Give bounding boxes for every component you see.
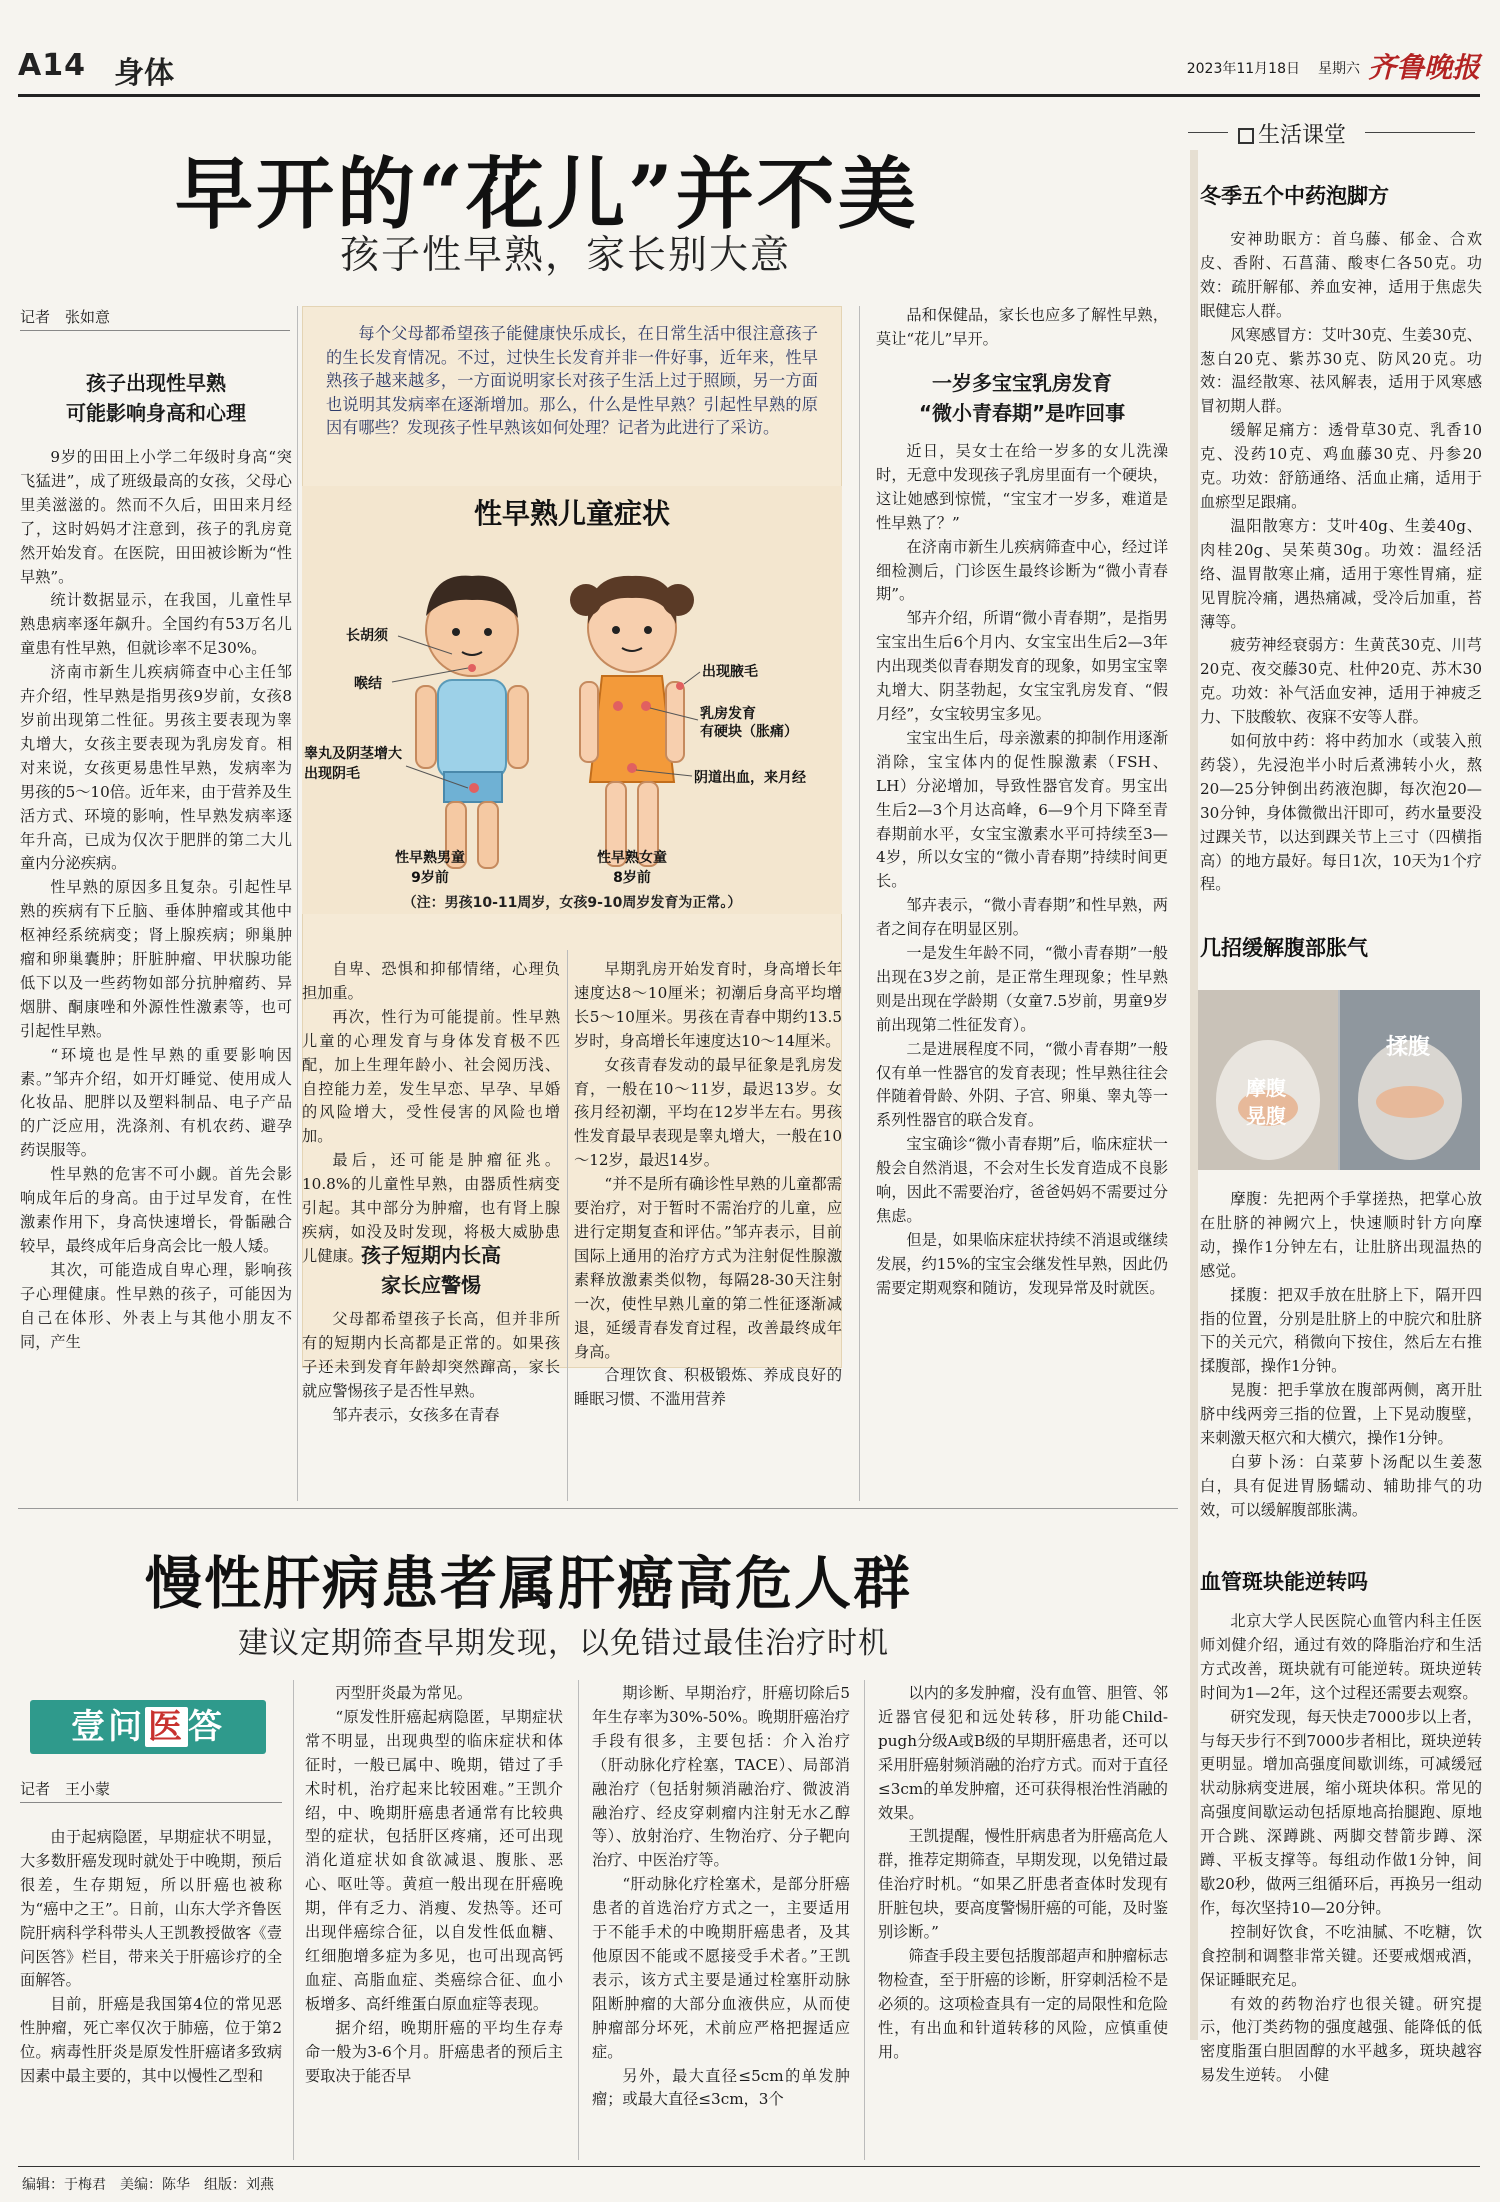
paragraph: “原发性肝癌起病隐匿，早期症状常不明显，出现典型的临床症状和体征时，一般已属中、晚期，错过了手术时机，治疗起来比较困难。”王凯介绍，中、晚期肝癌患者通常有比较典型的症状，包括肝区疼痛，还可出现消化道症状如食欲减退、腹胀、恶心、呕吐等。黄疸一般出现在肝癌晚期，伴有乏力、消瘦、发热等。还可出现伴癌综合征，以自发性低血糖、红细胞增多症为多见，也可出现高钙血症、高脂血症、类癌综合征、血小板增多、高纤维蛋白原血症等表现。 xyxy=(305,1707,563,2013)
story-divider xyxy=(18,1508,1178,1509)
boy-caption-2: 9岁前 xyxy=(411,870,449,886)
photo-label-shake: 晃腹 xyxy=(1246,1104,1286,1128)
column-logo-part: 壹问 xyxy=(71,1707,145,1747)
paragraph: 控制好饮食，不吃油腻、不吃糖，饮食控制和调整非常关键。还要戒烟戒酒，保证睡眠充足。 xyxy=(1200,1922,1482,1989)
paragraph: 最后，还可能是肿瘤征兆。10.8%的儿童性早熟，由器质性病变引起。其中部分为肿瘤，也有肾上腺疾病，如没及时发现，将极大威胁患儿健康。 xyxy=(302,1151,560,1265)
paragraph: 女孩青春发动的最早征象是乳房发育，一般在10～11岁，最迟13岁。女孩月经初潮，平均在12岁半左右。男孩性发育最早表现是睾丸增大，一般在10～12岁，最迟14岁。 xyxy=(574,1055,842,1170)
label-lump: 有硬块（胀痛） xyxy=(700,724,798,740)
heading-line: 一岁多宝宝乳房发育 xyxy=(932,371,1112,395)
illustration-figure xyxy=(302,520,842,910)
section-name: 身体 xyxy=(114,56,174,91)
byline-rule xyxy=(20,1802,282,1803)
story2-subheadline: 建议定期筛查早期发现，以免错过最佳治疗时机 xyxy=(238,1626,889,1661)
paragraph: 统计数据显示，在我国，儿童性早熟患病率逐年飙升。全国约有53万名儿童患有性早熟，但就诊率不足30%。 xyxy=(20,591,292,658)
story1-column3 xyxy=(574,958,842,1488)
paragraph: 另外，最大直径≤5cm的单发肿瘤；或最大直径≤3cm，3个 xyxy=(592,2066,850,2109)
paragraph: 一是发生年龄不同，“微小青春期”一般出现在3岁之前，是正常生理现象；性早熟则是出现在学龄期（女童7.5岁前，男童9岁前出现第二性征发育）。 xyxy=(876,944,1169,1034)
column-logo-part: 医 xyxy=(145,1707,188,1747)
column-divider xyxy=(578,1680,579,2160)
paragraph: 邹卉表示，女孩多在青春 xyxy=(332,1405,500,1424)
paragraph: 二是进展程度不同，“微小青春期”一般仅有单一性器官的发育表现；性早熟往往会伴随着骨龄、外阴、子宫、卵巢、睾丸等一系列性器官的联合发育。 xyxy=(876,1039,1168,1130)
paragraph: 据介绍，晚期肝癌的平均生存寿命一般为3-6个月。肝癌患者的预后主要取决于能否早 xyxy=(305,2018,563,2085)
sidebar-section2-heading: 几招缓解腹部胀气 xyxy=(1200,935,1368,960)
paragraph: 筛查手段主要包括腹部超声和肿瘤标志物检查，至于肝癌的诊断，肝穿刺活检不是必须的。这项检查具有一定的局限性和危险性，有出血和针道转移的风险，应慎重使用。 xyxy=(878,1946,1168,2061)
publication-date: 2023年11月18日 xyxy=(1186,61,1300,77)
sidebar-section3-heading: 血管斑块能逆转吗 xyxy=(1200,1569,1368,1594)
story2-byline: 记者 王小蒙 xyxy=(20,1780,111,1798)
column-logo xyxy=(30,1700,266,1754)
label-pubic-hair: 出现阴毛 xyxy=(304,766,360,782)
paragraph: 9岁的田田上小学二年级时身高“突飞猛进”，成了班级最高的女孩，父母心里美滋滋的。然而不久后，田田来月经了，这时妈妈才注意到，孩子的乳房竟然开始发育。在医院，田田被诊断为“性早熟”。 xyxy=(20,448,292,586)
story1-column2b xyxy=(302,1308,560,1488)
paragraph: 摩腹：先把两个手掌搓热，把掌心放在肚脐的神阙穴上，快速顺时针方向摩动，操作1分钟左右，让肚脐出现温热的感觉。 xyxy=(1200,1190,1482,1280)
column-logo-part: 答 xyxy=(188,1707,225,1747)
paragraph: 风寒感冒方：艾叶30克、生姜30克、葱白20克、紫苏30克、防风20克。功效：温经散寒、祛风解表，适用于风寒感冒初期人群。 xyxy=(1200,325,1482,416)
paragraph: 自卑、恐惧和抑郁情绪，心理负担加重。 xyxy=(302,960,560,1002)
byline-rule xyxy=(20,330,290,331)
story1-section2-heading xyxy=(302,1240,560,1300)
story1-section1-heading xyxy=(20,368,292,428)
paragraph: 研究发现，每天快走7000步以上者，与每天步行不到7000步者相比，斑块逆转更明显。增加高强度间歇训练，可减缓冠状动脉病变进展，缩小斑块体积。常见的高强度间歇运动包括原地高抬腿跑、原地开合跳、深蹲跳、两脚交替箭步蹲、深蹲、平板支撑等。每组动作做1分钟，间歇20秒，做两三组循环后，再换另一组动作，每次坚持10—20分钟。 xyxy=(1200,1707,1482,1917)
paragraph: 宝宝出生后，母亲激素的抑制作用逐渐消除，宝宝体内的促性腺激素（FSH、LH）分泌增加，导致性器官发育。男宝出生后2—3个月达高峰，6—9个月下降至青春期前水平，女宝宝激素水平可持续至3—4岁，所以女宝的“微小青春期”持续时间更长。 xyxy=(876,728,1168,891)
paragraph: 由于起病隐匿，早期症状不明显，大多数肝癌发现时就处于中晚期，预后很差，生存期短，所以肝癌也被称为“癌中之王”。日前，山东大学齐鲁医院肝病科学科带头人王凯教授做客《壹问医答》栏目，带来关于肝癌诊疗的全面解答。 xyxy=(20,1828,282,1990)
paragraph: 济南市新生儿疾病筛查中心主任邹卉介绍，性早熟是指男孩9岁前，女孩8岁前出现第二性征。男孩主要表现为睾丸增大，女孩主要表现为乳房发育。相对来说，女孩更易患性早熟，发病率为男孩的5～10倍。近年来，由于营养及生活方式、环境的影响，性早熟发病率逐年升高，已成为仅次于肥胖的第二大儿童内分泌疾病。 xyxy=(20,663,292,873)
story1-byline: 记者 张如意 xyxy=(20,308,111,326)
paragraph: 如何放中药：将中药加水（或装入煎药袋），先浸泡半小时后煮沸转小火，熬20—25分钟倒出药液泡脚，每次泡20—30分钟，身体微微出汗即可，药水量要没过踝关节，以达到踝关节上三寸（四横指高）的地方最好。每日1次，10天为1个疗程。 xyxy=(1200,732,1482,894)
story1-subheadline: 孩子性早熟，家长别大意 xyxy=(340,233,792,278)
story2-column2 xyxy=(305,1682,563,2156)
sidebar-rule xyxy=(1365,132,1475,133)
heading-line: “微小青春期”是咋回事 xyxy=(918,401,1126,425)
paragraph: 以内的多发肿瘤，没有血管、胆管、邻近器官侵犯和远处转移，肝功能Child-pugh分级A或B级的早期肝癌患者，还可以采用肝癌射频消融的治疗方式。而对于直径≤3cm的单发肿瘤，还可获得根治性消融的效果。 xyxy=(878,1684,1168,1822)
paragraph: 揉腹：把双手放在肚脐上下，隔开四指的位置，分别是肚脐上的中脘穴和肚脐下的关元穴，稍微向下按住，然后左右推揉腹部，操作1分钟。 xyxy=(1200,1285,1482,1376)
paragraph: 性早熟的危害不可小觑。首先会影响成年后的身高。由于过早发育，在性激素作用下，身高快速增长，骨骺融合较早，最终成年后身高会比一般人矮。 xyxy=(20,1165,292,1255)
paragraph: 再次，性行为可能提前。性早熟儿童的心理发育与身体发育极不匹配，加上生理年龄小、社会阅历浅、自控能力差，发生早恋、早孕、早婚的风险增大，受性侵害的风险也增加。 xyxy=(302,1007,560,1146)
heading-line: 可能影响身高和心理 xyxy=(66,401,246,425)
story2-column1 xyxy=(20,1826,282,2156)
paragraph: 疲劳神经衰弱方：生黄芪30克、川芎20克、夜交藤30克、杜仲20克、苏木30克。功效：补气活血安神，适用于神疲乏力、下肢酸软、夜寐不安等人群。 xyxy=(1200,636,1482,727)
paragraph: 宝宝确诊“微小青春期”后，临床症状一般会自然消退，不会对生长发育造成不良影响，因此不需要治疗，爸爸妈妈不需要过分焦虑。 xyxy=(876,1135,1168,1225)
story1-section3-heading xyxy=(876,368,1168,428)
paragraph: 但是，如果临床症状持续不消退或继续发展，约15%的宝宝会继发性早熟，因此仍需要定期观察和随访，发现异常及时就医。 xyxy=(876,1230,1168,1297)
paragraph: 近日，吴女士在给一岁多的女儿洗澡时，无意中发现孩子乳房里面有一个硬块，这让她感到惊慌，“宝宝才一岁多，难道是性早熟了？” xyxy=(876,442,1168,532)
paragraph: 缓解足痛方：透骨草30克、乳香10克、没药10克、鸡血藤30克、丹参20克。功效：舒筋通络、活血止痛，适用于血瘀型足跟痛。 xyxy=(1200,421,1482,511)
heading-line: 孩子短期内长高 xyxy=(361,1243,501,1267)
paragraph: 目前，肝癌是我国第4位的常见恶性肿瘤，死亡率仅次于肺癌，位于第2位。病毒性肝炎是原发性肝癌诸多致病因素中最主要的，其中以慢性乙型和 xyxy=(20,1995,282,2086)
girl-figure xyxy=(570,576,694,866)
sidebar-section3-body xyxy=(1200,1610,1482,2152)
paragraph: 其次，可能造成自卑心理，影响孩子心理健康。性早熟的孩子，可能因为自己在体形、外表上与其他小朋友不同，产生 xyxy=(20,1260,292,1351)
paragraph: “肝动脉化疗栓塞术，是部分肝癌患者的首选治疗方式之一，主要适用于不能手术的中晚期肝癌患者，及其他原因不能或不愿接受手术者。”王凯表示，该方式主要是通过栓塞肝动脉阻断肿瘤的大部分血液供应，从而使肿瘤部分坏死，术前应严格把握适应症。 xyxy=(592,1875,850,2061)
sidebar-section1-body xyxy=(1200,228,1482,914)
footer-rule xyxy=(18,2166,1480,2167)
heading-line: 家长应警惕 xyxy=(381,1273,481,1297)
paragraph: 期诊断、早期治疗，肝癌切除后5年生存率为30%-50%。晚期肝癌治疗手段有很多，主要包括：介入治疗（肝动脉化疗栓塞，TACE）、局部消融治疗（包括射频消融治疗、微波消融治疗、经皮穿刺瘤内注射无水乙醇等）、放射治疗、生物治疗、分子靶向治疗、中医治疗等。 xyxy=(592,1684,850,1870)
paragraph: 在济南市新生儿疾病筛查中心，经过详细检测后，门诊医生最终诊断为“微小青春期”。 xyxy=(876,537,1168,604)
sidebar-background-strip xyxy=(1190,150,1198,2040)
paragraph: 白萝卜汤：白菜萝卜汤配以生姜葱白，具有促进胃肠蠕动、辅助排气的功效，可以缓解腹部胀满。 xyxy=(1200,1452,1482,1519)
paragraph: 有效的药物治疗也很关键。研究提示，他汀类药物的强度越强、能降低的低密度脂蛋白胆固醇的水平越多，斑块越容易发生逆转。 小健 xyxy=(1200,1994,1482,2085)
column-divider xyxy=(859,306,860,1501)
column-divider xyxy=(864,1680,865,2160)
column-divider xyxy=(293,1680,294,2160)
story1-headline: 早开的“花儿”并不美 xyxy=(175,149,919,240)
story2-column3 xyxy=(592,1682,850,2156)
abdomen-massage-photo xyxy=(1198,990,1480,1170)
paragraph: 性早熟的原因多且复杂。引起性早熟的疾病有下丘脑、垂体肿瘤或其他中枢神经系统病变；肾上腺疾病；卵巢肿瘤和卵巢囊肿；肝脏肿瘤、甲状腺功能低下以及一些药物如部分抗肿瘤药、异烟肼、酮康唑和外源性性激素等，也可引起性早熟。 xyxy=(20,878,292,1040)
story2-headline: 慢性肝病患者属肝癌高危人群 xyxy=(145,1550,912,1617)
page-number: A14 xyxy=(18,48,86,83)
paragraph: “并不是所有确诊性早熟的儿童都需要治疗，对于暂时不需治疗的儿童，应进行定期复查和评估。”邹卉表示，目前国际上通用的治疗方式为注射促性腺激素释放激素类似物，每隔28-30天注射一次，使性早熟儿童的第二性征逐渐减退，延缓青春发育过程，改善最终成年身高。 xyxy=(574,1175,842,1361)
boy-figure xyxy=(416,576,528,868)
massage-photo-graphic xyxy=(1198,990,1480,1170)
boy-caption-1: 性早熟男童 xyxy=(395,850,465,866)
sidebar-rule xyxy=(1188,132,1228,133)
story1-column4-top xyxy=(876,304,1168,360)
paragraph: 温阳散寒方：艾叶40g、生姜40g、肉桂20g、吴茱萸30g。功效：温经活络、温胃散寒止痛，适用于寒性胃痛，症见胃脘冷痛，遇热痛减，受冷后加重，苔薄等。 xyxy=(1200,516,1482,631)
heading-line: 孩子出现性早熟 xyxy=(86,371,226,395)
label-menstruation: 阴道出血，来月经 xyxy=(694,770,806,786)
girl-caption-1: 性早熟女童 xyxy=(597,850,667,866)
paragraph: 父母都希望孩子长高，但并非所有的短期内长高都是正常的。如果孩子还未到发育年龄却突然蹿高，家长就应警惕孩子是否性早熟。 xyxy=(302,1310,560,1400)
paragraph: 品和保健品，家长也应多了解性早熟，莫让“花儿”早开。 xyxy=(876,306,1168,348)
paragraph: 合理饮食、积极锻炼、养成良好的睡眠习惯、不滥用营养 xyxy=(574,1366,842,1409)
sidebar-label-text: 生活课堂 xyxy=(1258,123,1347,148)
illustration-title: 性早熟儿童症状 xyxy=(473,497,670,530)
story2-column4 xyxy=(878,1682,1168,2156)
label-beard: 长胡须 xyxy=(346,628,388,644)
paragraph: 早期乳房开始发育时，身高增长年速度达8～10厘米；初潮后身高平均增长5～10厘米。男孩在青春中期约13.5岁时，身高增长年速度达10～14厘米。 xyxy=(574,960,842,1050)
masthead-rule xyxy=(18,94,1480,97)
photo-label-rub: 揉腹 xyxy=(1386,1035,1431,1060)
girl-caption-2: 8岁前 xyxy=(613,870,651,886)
paragraph: 晃腹：把手掌放在腹部两侧，离开肚脐中线两旁三指的位置，上下晃动腹壁，来刺激天枢穴和大横穴，操作1分钟。 xyxy=(1200,1381,1482,1448)
illustration-note: （注：男孩10-11周岁，女孩9-10周岁发育为正常。） xyxy=(402,895,742,911)
book-icon xyxy=(1238,128,1254,144)
footer-credits: 编辑：于梅君 美编：陈华 组版：刘燕 xyxy=(22,2177,274,2193)
label-breast: 乳房发育 xyxy=(700,706,756,722)
masthead xyxy=(18,48,1480,92)
paragraph: 丙型肝炎最为常见。 xyxy=(335,1684,473,1702)
label-adams-apple: 喉结 xyxy=(354,676,382,692)
paragraph: 邹卉表示，“微小青春期”和性早熟，两者之间存在明显区别。 xyxy=(876,896,1168,939)
sidebar-label xyxy=(1238,118,1346,149)
newspaper-logo: 齐鲁晚报 xyxy=(1367,51,1480,84)
sidebar-section1-heading: 冬季五个中药泡脚方 xyxy=(1200,183,1389,208)
paragraph: “环境也是性早熟的重要影响因素。”邹卉介绍，如开灯睡觉、使用成人化妆品、肥胖以及塑料制品、电子产品的广泛应用，洗涤剂、有机农药、避孕药误服等。 xyxy=(20,1045,292,1160)
paragraph: 安神助眠方：首乌藤、郁金、合欢皮、香附、石菖蒲、酸枣仁各50克。功效：疏肝解郁、养血安神，适用于焦虑失眠健忘人群。 xyxy=(1200,230,1482,320)
paragraph: 邹卉介绍，所谓“微小青春期”，是指男宝宝出生后6个月内、女宝宝出生后2—3年内出现类似青春期发育的现象，如男宝宝睾丸增大、阴茎勃起，女宝宝乳房发育、“假月经”，女宝较男宝多见。 xyxy=(876,609,1168,723)
story1-column4 xyxy=(876,440,1168,1488)
story1-column1 xyxy=(20,446,292,1536)
intro-paragraph: 每个父母都希望孩子能健康快乐成长，在日常生活中很注意孩子的生长发育情况。不过，过快生长发育并非一件好事，近年来，性早熟孩子越来越多，一方面说明家长对孩子生活上过于照顾，另一方面也说明其发病率在逐渐增加。那么，什么是性早熟？引起性早熟的原因有哪些？发现孩子性早熟该如何处理？记者为此进行了采访。 xyxy=(326,324,818,438)
sidebar-section2-body xyxy=(1200,1188,1482,1544)
weekday: 星期六 xyxy=(1318,61,1360,77)
label-armpit-hair: 出现腋毛 xyxy=(702,664,758,680)
column-divider xyxy=(297,306,298,1501)
column-divider xyxy=(567,950,568,1501)
paragraph: 王凯提醒，慢性肝病患者为肝癌高危人群，推荐定期筛查，早期发现，以免错过最佳治疗时机。“如果乙肝患者查体时发现有肝脏包块，要高度警惕肝癌的可能，及时鉴别诊断。” xyxy=(878,1827,1168,1942)
label-testes: 睾丸及阴茎增大 xyxy=(304,746,402,762)
paragraph: 北京大学人民医院心血管内科主任医师刘健介绍，通过有效的降脂治疗和生活方式改善，斑块就有可能逆转。斑块逆转时间为1—2年，这个过程还需要去观察。 xyxy=(1200,1612,1482,1702)
photo-label-stroke: 摩腹 xyxy=(1246,1076,1286,1100)
story1-intro xyxy=(326,322,818,484)
